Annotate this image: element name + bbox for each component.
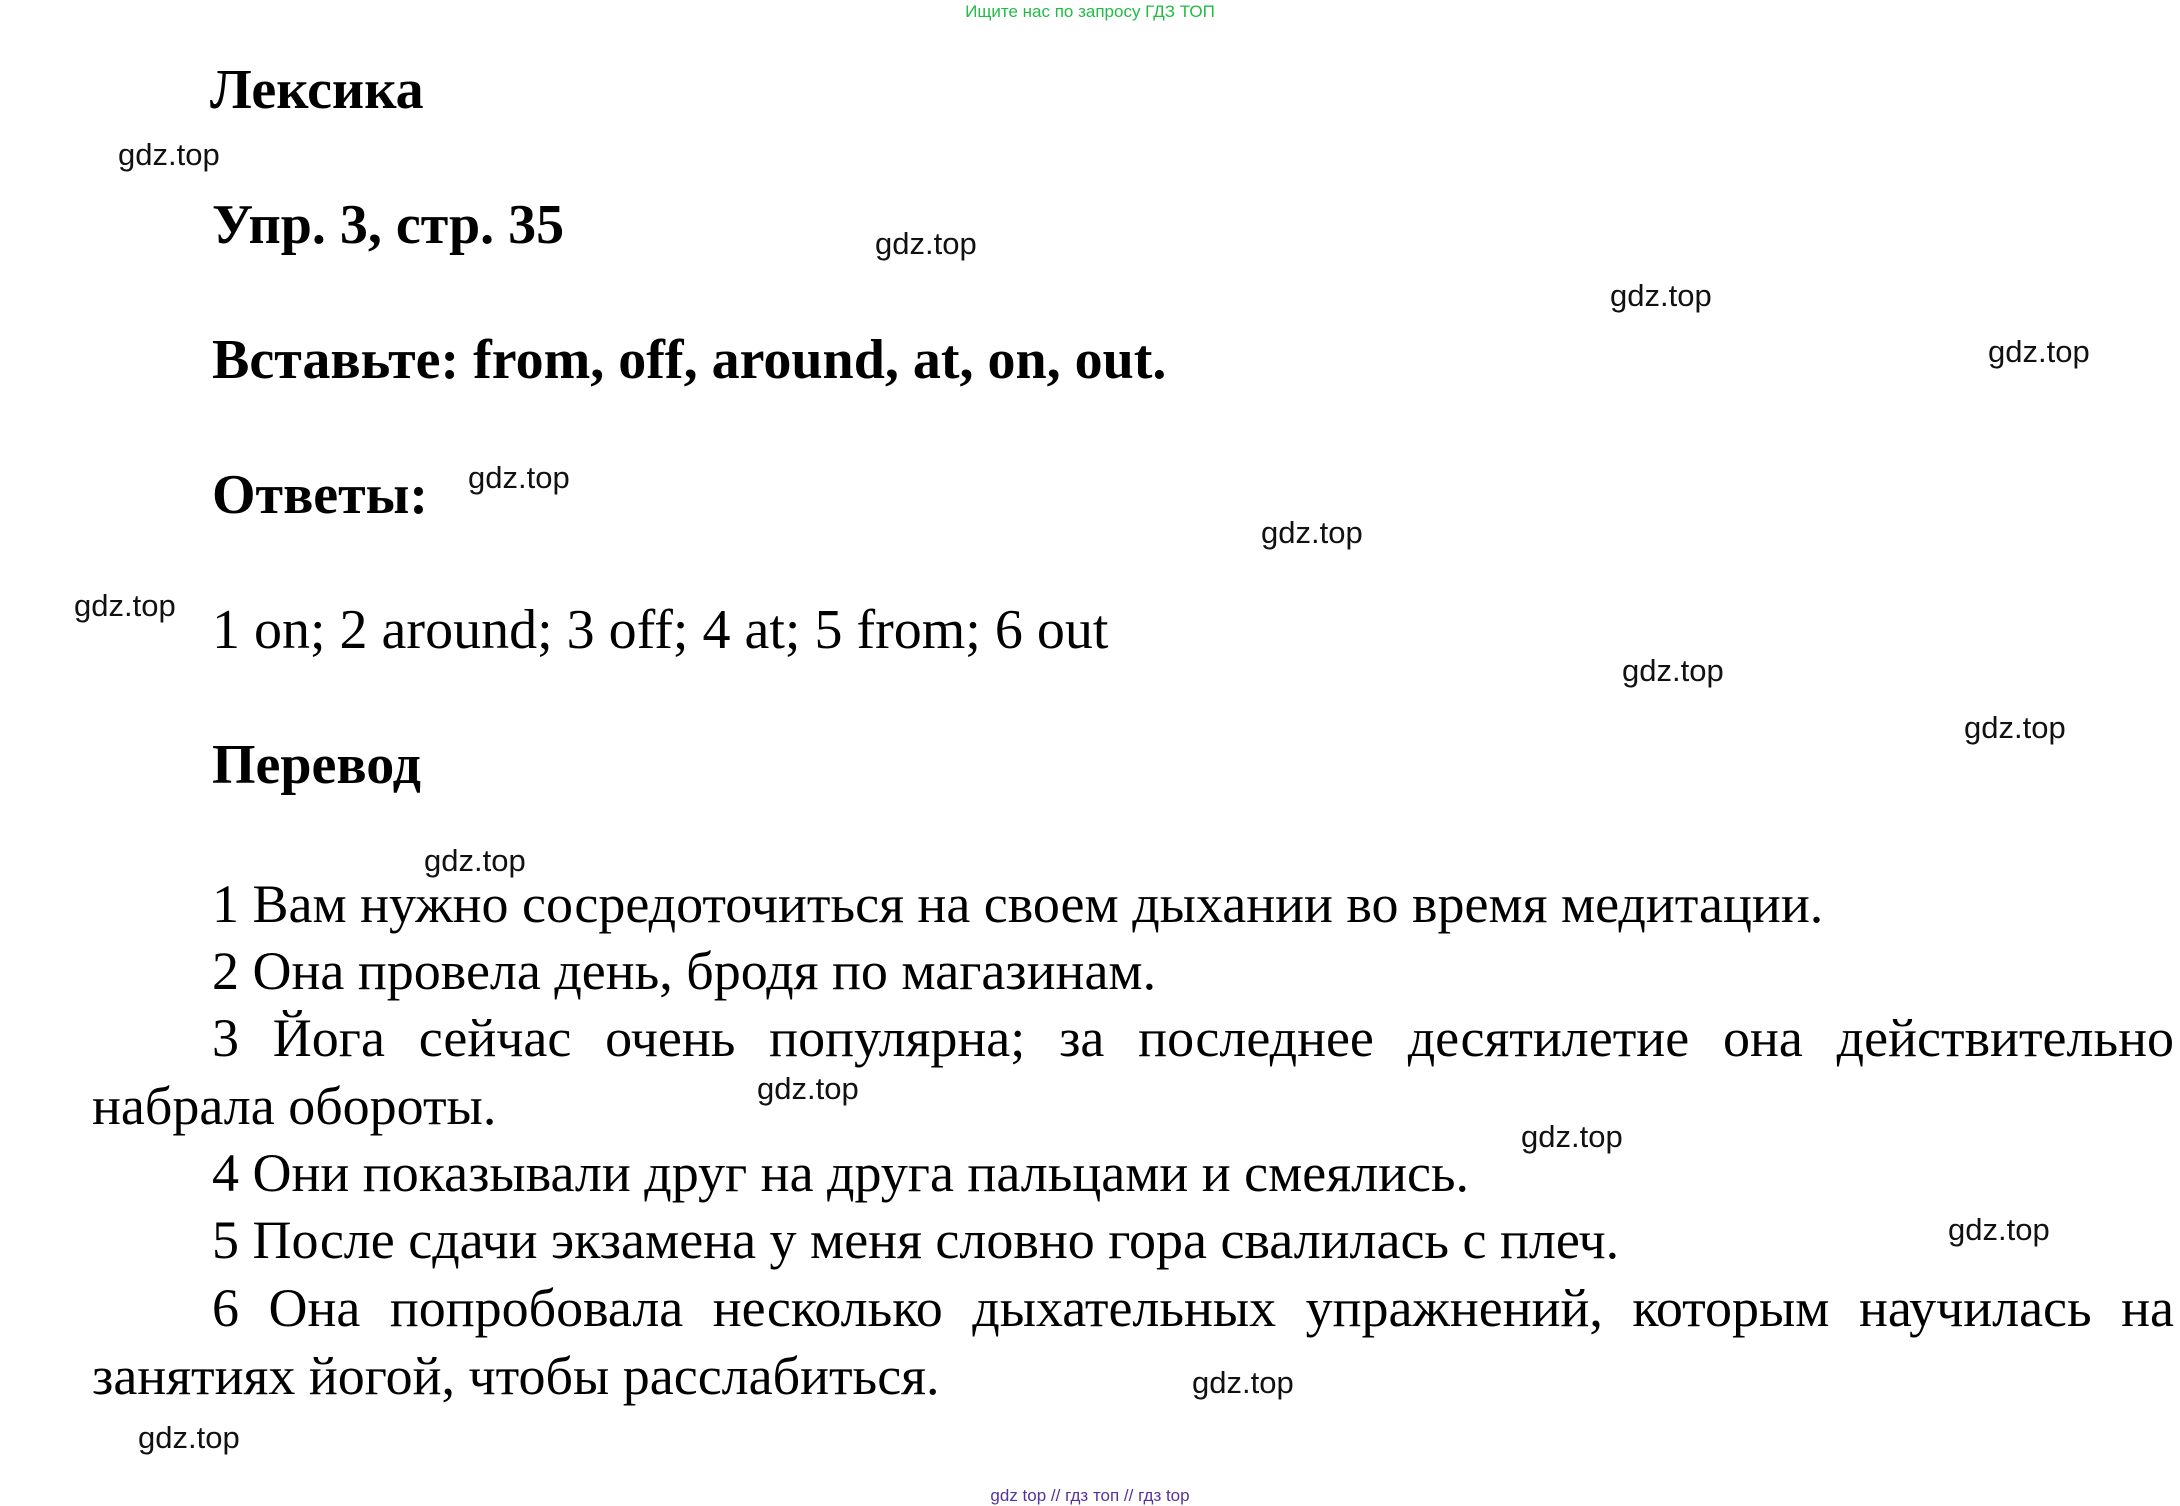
watermark: gdz.top [468,460,570,495]
watermark: gdz.top [138,1420,240,1455]
section-title: Лексика [210,59,424,121]
translation-6: 6 Она попробовала несколько дыхательных упражнений, которым научилась на занятиях йогой, чтобы расслабиться. [92,1278,2174,1406]
task-instruction: Вставьте: from, off, around, at, on, out. [212,329,1167,391]
exercise-title: Упр. 3, стр. 35 [212,194,565,256]
watermark: gdz.top [118,137,220,172]
watermark: gdz.top [1964,710,2066,745]
watermark: gdz.top [1192,1365,1294,1400]
translation-heading: Перевод [212,734,421,796]
watermark: gdz.top [1622,653,1724,688]
answers-heading: Ответы: [212,464,429,526]
translation-2: 2 Она провела день, бродя по магазинам. [212,941,1157,1001]
watermark: gdz.top [1988,334,2090,369]
answers-text: 1 on; 2 around; 3 off; 4 at; 5 from; 6 out [212,599,1109,661]
watermark: gdz.top [875,226,977,261]
top-banner: Ищите нас по запросу ГДЗ ТОП [965,2,1215,21]
translation-5: 5 После сдачи экзамена у меня словно гора свалилась с плеч. [212,1210,1620,1270]
watermark: gdz.top [424,843,526,878]
translation-1: 1 Вам нужно сосредоточиться на своем дыхании во время медитации. [212,874,1824,934]
footer-banner: gdz top // гдз топ // гдз top [990,1486,1190,1505]
watermark: gdz.top [1948,1212,2050,1247]
watermark: gdz.top [1261,515,1363,550]
translation-3: 3 Йога сейчас очень популярна; за последнее десятилетие она действительно набрала обороты. [92,1008,2174,1136]
watermark: gdz.top [757,1071,859,1106]
watermark: gdz.top [1521,1119,1623,1154]
watermark: gdz.top [1610,278,1712,313]
translation-4: 4 Они показывали друг на друга пальцами и смеялись. [212,1143,1470,1203]
watermark: gdz.top [74,588,176,623]
